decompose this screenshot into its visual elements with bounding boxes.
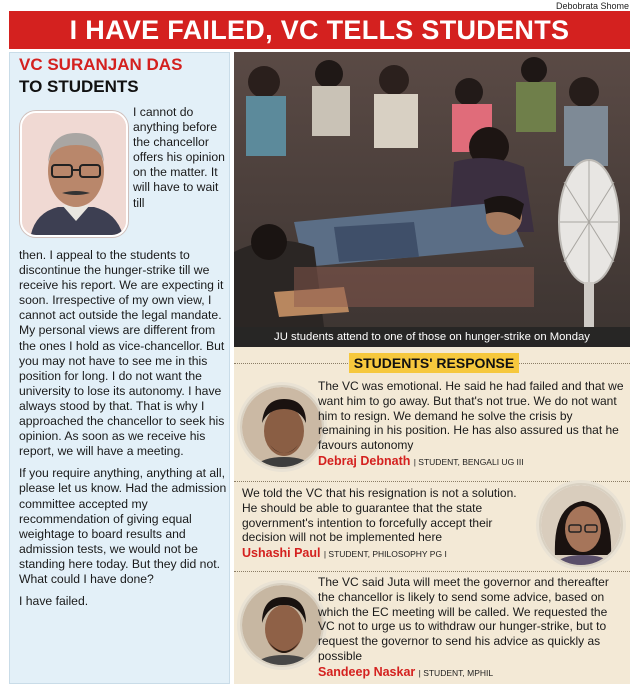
response-quote: We told the VC that his resignation is not a solution. He should be able to guarantee that the state government's intention to forcefully accept their decision will not be implemented here [242,486,517,545]
vc-paragraph: then. I appeal to the students to discontinue the hunger-strike till we receive his report. We are expecting it soon. Irrespective of my own view, I cannot act outside the legal mandate. My personal views are different from the ones I hold as vice-chancellor. But you may not have to see me in this position for long. I do not want the university to lose its autonomy. I have always stood by that. That is why I approached the chancellor to seek his opinion. As soon as we receive his report, we will have a meeting. [19,248,225,459]
response-attribution [318,454,626,470]
divider [234,571,630,572]
students-response-box [234,347,630,684]
response-quote: The VC said Juta will meet the governor and thereafter the chancellor is likely to send some advice, based on which the EC meeting will be called. We requested the VC not to urge us to withdraw our hunger-strike, but to request the governor to send his advice as quickly as possible [318,575,609,663]
student-name: Debraj Debnath [318,453,411,468]
divider [234,481,630,482]
response-attribution [318,665,626,681]
photo-credit: Debobrata Shome [555,1,629,11]
response-attribution [242,546,532,562]
vc-subtitle: TO STUDENTS [19,77,139,96]
vc-quote-body [19,248,227,616]
student-role: | STUDENT, PHILOSOPHY PG I [323,549,447,560]
response-item [318,379,626,470]
hunger-strike-photo [234,52,630,347]
student-name: Sandeep Naskar [318,664,416,679]
vc-name: VC SURANJAN DAS [19,55,183,74]
vc-portrait-image [22,113,128,237]
student-photo [541,485,623,567]
vc-portrait [20,111,128,237]
headline-banner: I HAVE FAILED, VC TELLS STUDENTS [9,11,630,49]
student-avatar-sandeep [240,583,324,667]
student-photo [242,585,324,667]
response-title: STUDENTS' RESPONSE [349,353,519,373]
vc-paragraph: I have failed. [19,594,89,609]
student-name: Ushashi Paul [242,546,321,561]
student-photo [242,387,324,469]
student-avatar-debraj [240,385,324,469]
student-role: | STUDENT, MPHIL [418,667,494,678]
vc-quote-intro: I cannot do anything before the chancellor offers his opinion on the matter. It will have to wait till [133,105,225,210]
vc-quote-box [9,52,230,684]
news-photo [234,52,630,347]
student-avatar-ushashi [539,483,623,567]
response-item [318,575,626,681]
student-role: | STUDENT, BENGALI UG III [413,456,524,467]
response-item [242,486,532,562]
photo-caption: JU students attend to one of those on hunger-strike on Monday [234,327,630,347]
response-quote: The VC was emotional. He said he had failed and that we want him to go away. But that's not true. We do not want him to resign. We demand he solve the crisis by remaining in his position. He has also assured us that he favours autonomy [318,379,624,453]
vc-paragraph: If you require anything, anything at all, please let us know. Had the admission committee accepted my recommendation of giving equal weightage to board results and admission tests, we would not be standing here today. But they did not. What could I have done? [19,466,227,586]
